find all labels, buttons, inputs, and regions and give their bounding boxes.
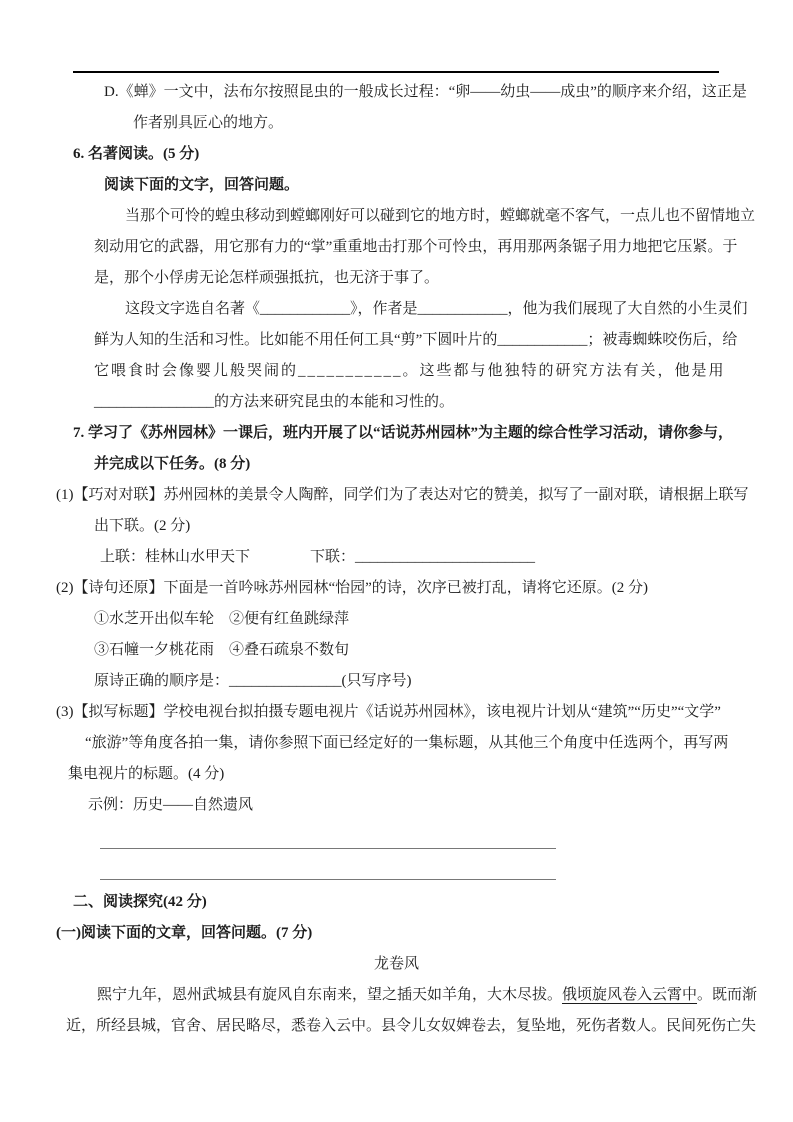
answer-rule — [100, 879, 556, 880]
q7-heading-line2: 并完成以下任务。(8 分) — [94, 456, 251, 472]
q6-fill-line4: ________________的方法来研究昆虫的本能和习性的。 — [94, 394, 455, 410]
q6-fill-line3: 它喂食时会像婴儿般哭闹的___________。这些都与他独特的研究方法有关，他是用 — [94, 363, 726, 379]
q6-instruction: 阅读下面的文字，回答问题。 — [104, 177, 300, 193]
q7-task3-example: 示例：历史——自然遗风 — [88, 797, 254, 813]
q6-passage-line1: 当那个可怜的蝗虫移动到螳螂刚好可以碰到它的地方时，螳螂就毫不客气，一点儿也不留情地立 — [125, 208, 756, 224]
answer-rule — [100, 848, 556, 849]
passage-text-pre: 熙宁九年，恩州武城县有旋风自东南来，望之插天如羊角，大木尽拔。 — [97, 987, 563, 1003]
q5-option-d-line2: 作者别具匠心的地方。 — [133, 115, 284, 131]
q6-fill-line1: 这段文字选自名著《____________》，作者是____________，他为我们展现了大自然的小生灵们 — [125, 301, 748, 317]
section2-heading: 二、阅读探究(42 分) — [73, 894, 207, 910]
q7-task2-verses-a: ①水芝开出似车轮 ②便有红鱼跳绿萍 — [94, 611, 350, 627]
q7-task1-line2: 出下联。(2 分) — [94, 518, 191, 534]
q7-task2-line1: (2)【诗句还原】下面是一首吟咏苏州园林“怡园”的诗，次序已被打乱，请将它还原。(2 分) — [56, 580, 649, 596]
q7-answer-line-2 — [0, 862, 793, 893]
q7-heading-line1: 7. 学习了《苏州园林》一课后，班内开展了以“话说苏州园林”为主题的综合性学习活动，请你参与， — [73, 425, 734, 441]
section2-part1-heading: (一)阅读下面的文章，回答问题。(7 分) — [56, 925, 313, 941]
q7-task3-line1: (3)【拟写标题】学校电视台拟拍摄专题电视片《话说苏州园林》，该电视片计划从“建筑”“历史”“文学” — [56, 704, 721, 720]
q7-task3-line2: “旅游”等角度各拍一集，请你参照下面已经定好的一集标题，从其他三个角度中任选两个，再写两 — [85, 735, 729, 751]
q7-task1-couplet: 上联：桂林山水甲天下 下联：________________________ — [100, 549, 536, 565]
passage-tornado-line2: 近，所经县城，官舍、居民略尽，悉卷入云中。县令儿女奴婢卷去，复坠地，死伤者数人。民间死伤亡失 — [66, 1018, 757, 1034]
q7-task2-answer: 原诗正确的顺序是：_______________(只写序号) — [94, 673, 412, 689]
q5-option-d-line1: D.《蝉》一文中，法布尔按照昆虫的一般成长过程：“卵——幼虫——成虫”的顺序来介绍，这正是 — [104, 84, 747, 100]
q7-task3-line3: 集电视片的标题。(4 分) — [68, 766, 225, 782]
passage-title: 龙卷风 — [373, 956, 419, 972]
q7-answer-line-1 — [0, 831, 793, 862]
q6-passage-line2: 刻动用它的武器，用它那有力的“掌”重重地击打那个可怜虫，再用那两条锯子用力地把它压紧。于 — [94, 239, 738, 255]
q7-task1-line1: (1)【巧对对联】苏州园林的美景令人陶醉，同学们为了表达对它的赞美，拟写了一副对联，请根据上联写 — [56, 487, 749, 503]
underlined-phrase: 俄顷旋风卷入云霄中 — [562, 987, 698, 1003]
q7-task2-verses-b: ③石幢一夕桃花雨 ④叠石疏泉不数旬 — [94, 642, 350, 658]
top-divider — [73, 71, 719, 73]
q6-heading: 6. 名著阅读。(5 分) — [73, 146, 200, 162]
q6-fill-line2: 鲜为人知的生活和习性。比如能不用任何工具“剪”下圆叶片的____________；被毒蜘蛛咬伤后，给 — [94, 332, 738, 348]
passage-tornado-line1 — [97, 980, 793, 1011]
q6-passage-line3: 是，那个小俘虏无论怎样顽强抵抗，也无济于事了。 — [94, 270, 440, 286]
page-content — [0, 77, 793, 1042]
passage-text-post: 。既而渐 — [697, 987, 758, 1003]
